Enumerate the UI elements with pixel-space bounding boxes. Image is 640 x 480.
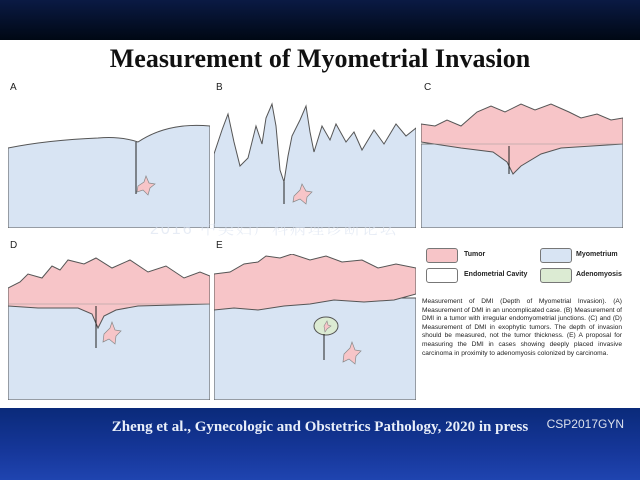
panel-label-a: A: [10, 82, 17, 93]
panel-b-myometrium: [214, 104, 416, 228]
figure-caption: Measurement of DMI (Depth of Myometrial Invasion). (A) Measurement of DMI in an uncomplicated case. (B) Measurement of DMI in a tumor with irregular endomyometrial junctions. (C) and (D) Measurement of DMI in exophytic tumors. The depth of invasion should be measured, not the tumor thickness. (E) A proposal for measuring the DMI in cases showing deeply placed invasive carcinoma in proximity to adenomyosis colonized by carcinoma.: [422, 298, 622, 357]
panel-d-myometrium: [8, 304, 210, 400]
citation: Zheng et al., Gynecologic and Obstetrics Pathology, 2020 in press: [111, 419, 529, 435]
legend-tumor-label: Tumor: [464, 251, 486, 258]
panel-label-d: D: [10, 240, 18, 251]
panel-label-b: B: [216, 82, 223, 93]
panel-a-figure: [8, 96, 210, 228]
legend-tumor-swatch: [426, 248, 458, 263]
legend-myometrium-label: Myometrium: [576, 251, 618, 258]
legend-myometrium-swatch: [540, 248, 572, 263]
panel-e-figure: [214, 254, 416, 400]
panel-label-c: C: [424, 82, 432, 93]
slide-title: Measurement of Myometrial Invasion: [109, 44, 531, 73]
panel-c-figure: [421, 96, 623, 228]
legend-adenomyosis-swatch: [540, 268, 572, 283]
legend-endometrial-cavity-swatch: [426, 268, 458, 283]
panel-label-e: E: [216, 240, 223, 251]
panel-e-myometrium: [214, 298, 416, 400]
legend-adenomyosis-label: Adenomyosis: [576, 271, 622, 278]
top-bar: [0, 0, 640, 40]
figure-legend: [418, 236, 626, 404]
panel-b-figure: [214, 96, 416, 228]
legend-endometrial-cavity-label: Endometrial Cavity: [464, 271, 528, 278]
panel-a-myometrium: [8, 125, 210, 228]
background-watermark: 2016 中美妇产科病理诊断论坛: [150, 221, 399, 238]
corner-watermark: CSP2017GYN: [546, 417, 624, 431]
panel-d-figure: [8, 254, 210, 400]
